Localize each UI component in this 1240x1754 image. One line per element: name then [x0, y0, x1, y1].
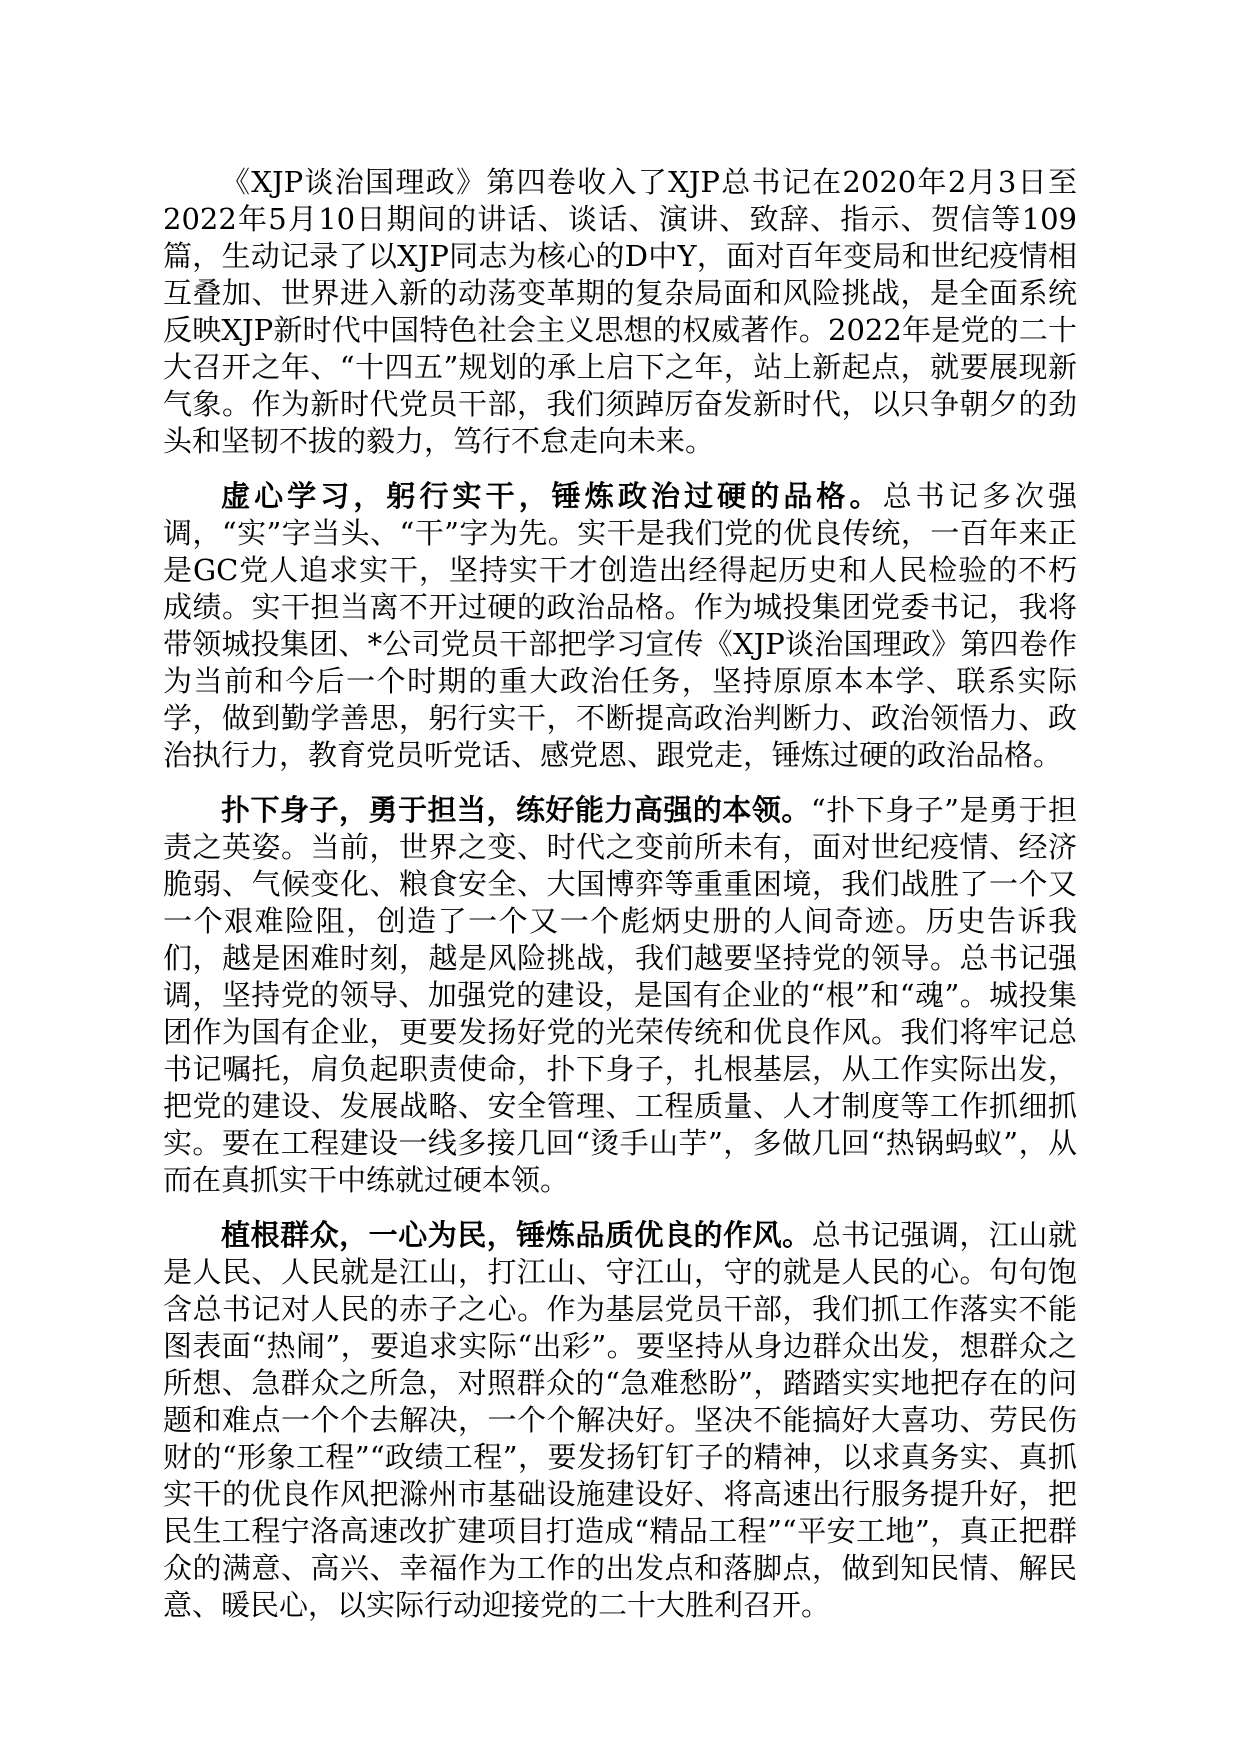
intro-paragraph	[163, 164, 1077, 460]
study-paragraph	[163, 478, 1077, 774]
paragraph-lead: 扑下身子，勇于担当，练好能力高强的本领。	[221, 793, 811, 827]
paragraph-lead: 植根群众，一心为民，锤炼品质优良的作风。	[221, 1218, 812, 1252]
document-body	[163, 164, 1077, 1624]
paragraph-text: 总书记强调，江山就是人民、人民就是江山，打江山、守江山，守的就是人民的心。句句饱含总书记对人民的赤子之心。作为基层党员干部，我们抓工作落实不能图表面“热闹”，要追求实际“出彩”。要坚持从身边群众出发，想群众之所想、急群众之所急，对照群众的“急难愁盼”，踏踏实实地把存在的问题和难点一个个去解决，一个个解决好。坚决不能搞好大喜功、劳民伤财的“形象工程”“政绩工程”，要发扬钉钉子的精神，以求真务实、真抓实干的优良作风把滁州市基础设施建设好、将高速出行服务提升好，把民生工程宁洛高速改扩建项目打造成“精品工程”“平安工地”，真正把群众的满意、高兴、幸福作为工作的出发点和落脚点，做到知民情、解民意、暖民心，以实际行动迎接党的二十大胜利召开。	[163, 1218, 1077, 1622]
responsibility-paragraph	[163, 792, 1077, 1199]
paragraph-text: 总书记多次强调，“实”字当头、“干”字为先。实干是我们党的优良传统，一百年来正是GC党人追求实干，坚持实干才创造出经得起历史和人民检验的不朽成绩。实干担当离不开过硬的政治品格。作为城投集团党委书记，我将带领城投集团、*公司党员干部把学习宣传《XJP谈治国理政》第四卷作为当前和今后一个时期的重大政治任务，坚持原原本本学、联系实际学，做到勤学善思，躬行实干，不断提高政治判断力、政治领悟力、政治执行力，教育党员听党话、感党恩、跟党走，锤炼过硬的政治品格。	[163, 479, 1077, 772]
paragraph-text: 《XJP谈治国理政》第四卷收入了XJP总书记在2020年2月3日至2022年5月10日期间的讲话、谈话、演讲、致辞、指示、贺信等109篇，生动记录了以XJP同志为核心的D中Y，面对百年变局和世纪疫情相互叠加、世界进入新的动荡变革期的复杂局面和风险挑战，是全面系统反映XJP新时代中国特色社会主义思想的权威著作。2022年是党的二十大召开之年、“十四五”规划的承上启下之年，站上新起点，就要展现新气象。作为新时代党员干部，我们须踔厉奋发新时代，以只争朝夕的劲头和坚韧不拔的毅力，笃行不怠走向未来。	[163, 165, 1077, 458]
paragraph-lead: 虚心学习，躬行实干，锤炼政治过硬的品格。	[221, 479, 883, 513]
paragraph-text: “扑下身子”是勇于担责之英姿。当前，世界之变、时代之变前所未有，面对世纪疫情、经济脆弱、气候变化、粮食安全、大国博弈等重重困境，我们战胜了一个又一个艰难险阻，创造了一个又一个彪炳史册的人间奇迹。历史告诉我们，越是困难时刻，越是风险挑战，我们越要坚持党的领导。总书记强调，坚持党的领导、加强党的建设，是国有企业的“根”和“魂”。城投集团作为国有企业，更要发扬好党的光荣传统和优良作风。我们将牢记总书记嘱托，肩负起职责使命，扑下身子，扎根基层，从工作实际出发，把党的建设、发展战略、安全管理、工程质量、人才制度等工作抓细抓实。要在工程建设一线多接几回“烫手山芋”，多做几回“热锅蚂蚁”，从而在真抓实干中练就过硬本领。	[163, 793, 1077, 1197]
people-paragraph	[163, 1217, 1077, 1624]
